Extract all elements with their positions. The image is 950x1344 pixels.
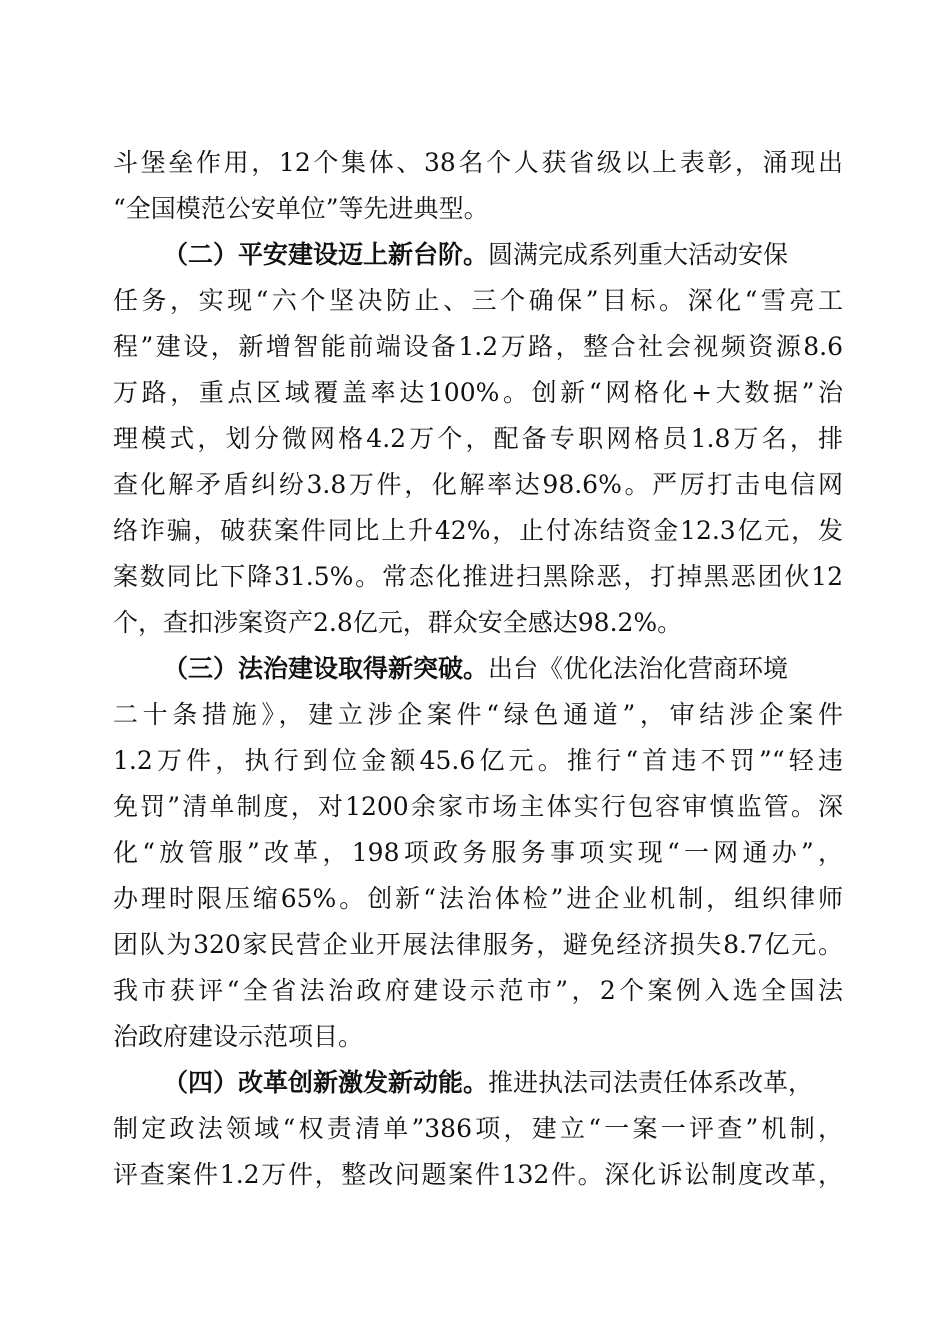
text-line: 评查案件1.2万件，整改问题案件132件。深化诉讼制度改革，: [113, 1160, 843, 1189]
text-line: 个，查扣涉案资产2.8亿元，群众安全感达98.2%。: [113, 608, 683, 637]
section-heading: （二）平安建设迈上新台阶。: [163, 240, 489, 269]
text-line: 程”建设，新增智能前端设备1.2万路，整合社会视频资源8.6: [113, 332, 843, 361]
text-line: 理模式，划分微网格4.2万个，配备专职网格员1.8万名，排: [113, 424, 843, 453]
text-line: 免罚”清单制度，对1200余家市场主体实行包容审慎监管。深: [113, 792, 843, 821]
text-line: 1.2万件，执行到位金额45.6亿元。推行“首违不罚”“轻违: [113, 746, 843, 775]
text-run: 圆满完成系列重大活动安保: [488, 240, 789, 269]
text-line: 案数同比下降31.5%。常态化推进扫黑除恶，打掉黑恶团伙12: [113, 562, 843, 591]
section-heading: （三）法治建设取得新突破。: [163, 654, 489, 683]
paragraph-heading-line: [163, 646, 788, 692]
text-line: 万路，重点区域覆盖率达100%。创新“网格化+大数据”治: [113, 378, 843, 407]
text-line: 团队为320家民营企业开展法律服务，避免经济损失8.7亿元。: [113, 930, 843, 959]
paragraph-heading-line: [163, 1060, 813, 1106]
text-line: 任务，实现“六个坚决防止、三个确保”目标。深化“雪亮工: [113, 286, 843, 315]
text-line: 治政府建设示范项目。: [113, 1022, 364, 1051]
text-line: 化“放管服”改革，198项政务服务事项实现“一网通办”，: [113, 838, 843, 867]
text-run: 推进执法司法责任体系改革，: [488, 1068, 814, 1097]
section-heading: （四）改革创新激发新动能。: [163, 1068, 489, 1097]
text-line: 制定政法领域“权责清单”386项，建立“一案一评查”机制，: [113, 1114, 843, 1143]
text-line: 办理时限压缩65%。创新“法治体检”进企业机制，组织律师: [113, 884, 843, 913]
text-line: 络诈骗，破获案件同比上升42%，止付冻结资金12.3亿元，发: [113, 516, 843, 545]
text-line: 查化解矛盾纠纷3.8万件，化解率达98.6%。严厉打击电信网: [113, 470, 843, 499]
text-line: 斗堡垒作用，12个集体、38名个人获省级以上表彰，涌现出: [113, 148, 843, 177]
text-run: 出台《优化法治化营商环境: [488, 654, 789, 683]
paragraph-heading-line: [163, 232, 788, 278]
text-line: 二十条措施》，建立涉企案件“绿色通道”，审结涉企案件: [113, 700, 843, 729]
text-line: 我市获评“全省法治政府建设示范市”，2个案例入选全国法: [113, 976, 843, 1005]
text-line: “全国模范公安单位”等先进典型。: [113, 194, 489, 223]
